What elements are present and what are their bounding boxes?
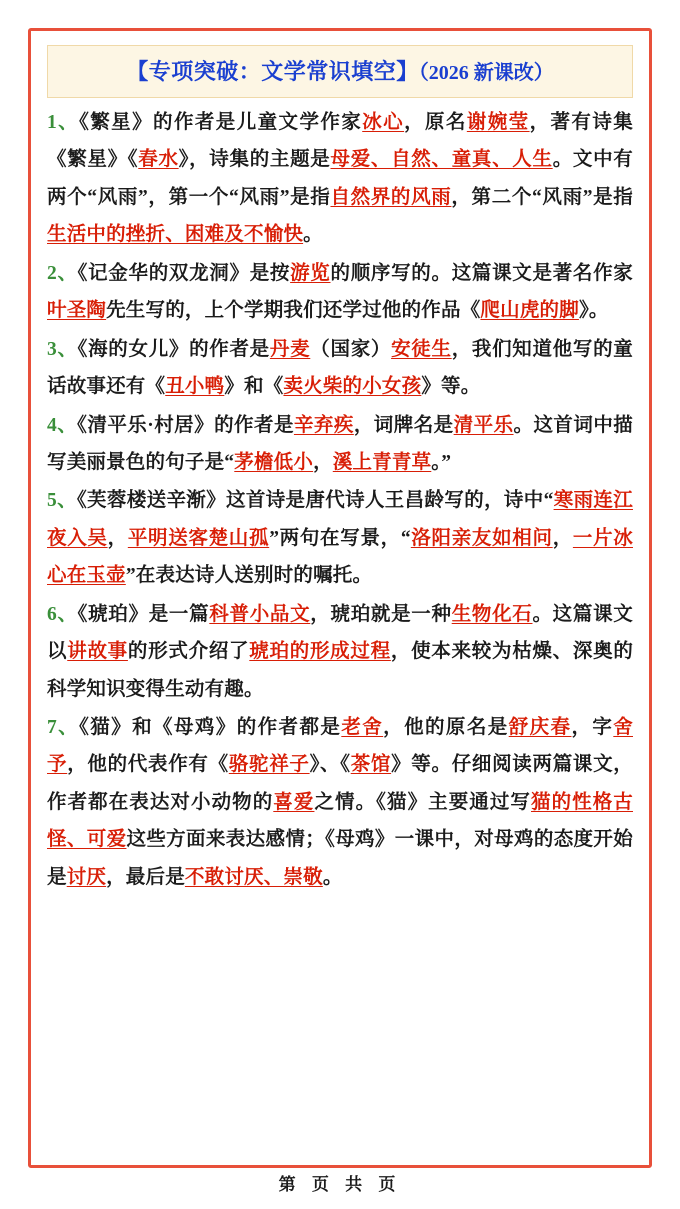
- question-text: ，第二个“风雨”是指: [451, 186, 633, 208]
- answer-text: 母爱、自然、童真、人生: [330, 149, 553, 171]
- question-number: 5、: [47, 490, 77, 512]
- question-list: [47, 104, 633, 896]
- question-text: 。: [322, 866, 343, 888]
- answer-text: 春水: [138, 149, 179, 171]
- page-subtitle: （2026 新课改）: [418, 62, 554, 84]
- question-text: 》。: [578, 300, 609, 322]
- question-text: ，: [552, 527, 573, 549]
- question-item: [47, 331, 633, 406]
- answer-text: 丑小鸭: [165, 376, 225, 398]
- question-text: 》等。: [421, 376, 481, 398]
- question-text: ，: [107, 527, 128, 549]
- question-item: [47, 407, 633, 482]
- question-text: ，我们知道他写的童话故事还有《: [47, 338, 633, 398]
- answer-text: 叶圣陶: [47, 300, 107, 322]
- answer-text: 骆驼祥子: [228, 754, 310, 776]
- question-text: 。这篇课文以: [47, 603, 633, 663]
- question-text: 》，诗集的主题是: [178, 149, 331, 171]
- question-item: [47, 709, 633, 896]
- question-text: 《海的女儿》的作者是: [77, 338, 270, 360]
- question-number: 4、: [47, 414, 78, 436]
- answer-text: 舍予: [47, 717, 633, 776]
- answer-text: 科普小品文: [209, 603, 311, 625]
- question-text: ，琥珀就是一种: [310, 603, 452, 625]
- question-text: 》、《: [309, 754, 351, 776]
- question-text: 》等。仔细阅读两篇课文，作者都在表达对小动物的: [47, 754, 633, 813]
- question-text: ，词牌名是: [353, 414, 454, 436]
- question-text: 《记金华的双龙洞》是按: [77, 262, 291, 284]
- answer-text: 冰心: [362, 112, 405, 133]
- answer-text: 舒庆春: [508, 717, 572, 738]
- answer-text: 丹麦: [269, 338, 311, 360]
- question-text: 这些方面来表达感情；《母鸡》一课中，对母鸡的态度开始是: [47, 829, 633, 888]
- answer-text: 溪上青青草: [332, 451, 432, 473]
- answer-text: 茶馆: [350, 754, 392, 776]
- question-text: ，使本来较为枯燥、深奥的科学知识变得生动有趣。: [47, 641, 634, 700]
- question-number: 3、: [47, 338, 78, 360]
- answer-text: 生物化石: [451, 603, 533, 625]
- question-text: 《清平乐·村居》的作者是: [77, 414, 294, 436]
- question-text: ，著有诗集《繁星》《: [47, 112, 633, 171]
- answer-text: 老舍: [341, 717, 384, 738]
- question-text: 《琥珀》是一篇: [77, 603, 210, 625]
- answer-text: 讨厌: [66, 866, 107, 888]
- question-text: 。: [303, 224, 323, 246]
- question-item: [47, 104, 633, 254]
- question-text: ，原名: [404, 112, 467, 133]
- question-text: 的顺序写的。这篇课文是著名作家: [330, 262, 634, 284]
- question-number: 2、: [47, 262, 78, 284]
- question-text: 。文中有两个“风雨”，第一个“风雨”是指: [47, 149, 633, 208]
- question-text: 之情。《猫》主要通过写: [314, 791, 531, 813]
- question-text: 《芙蓉楼送辛渐》这首诗是唐代诗人王昌龄写的，诗中“: [76, 490, 554, 512]
- answer-text: 游览: [290, 262, 331, 284]
- question-text: 》和《: [224, 376, 284, 398]
- content-frame: [28, 28, 652, 1168]
- question-number: 7、: [47, 717, 80, 738]
- page-footer: 第 页 共 页: [278, 1175, 402, 1194]
- answer-text: 猫的性格古怪、可爱: [47, 791, 633, 851]
- question-text: ，他的代表作有《: [67, 754, 229, 776]
- answer-text: 清平乐: [453, 414, 514, 436]
- answer-text: 自然界的风雨: [330, 186, 452, 208]
- question-text: ，: [313, 451, 333, 473]
- question-number: 6、: [47, 603, 78, 625]
- question-text: 《繁星》的作者是儿童文学作家: [79, 112, 363, 133]
- question-text: 的形式介绍了: [127, 641, 250, 663]
- answer-text: 不敢讨厌、崇敬: [184, 866, 323, 888]
- answer-text: 琥珀的形成过程: [249, 641, 391, 663]
- answer-text: 讲故事: [67, 641, 128, 663]
- question-item: [47, 596, 633, 708]
- answer-text: 寒雨连江夜入吴: [47, 490, 633, 549]
- question-text: ”在表达诗人送别时的嘱托。: [125, 565, 373, 587]
- answer-text: 谢婉莹: [466, 112, 530, 133]
- question-text: ”两句在写景，“: [269, 527, 411, 549]
- answer-text: 安徒生: [391, 338, 452, 360]
- question-item: [47, 482, 633, 594]
- question-item: [47, 255, 633, 330]
- answer-text: 生活中的挫折、困难及不愉快: [47, 224, 304, 246]
- answer-text: 辛弃疾: [293, 414, 354, 436]
- answer-text: 茅檐低小: [234, 451, 314, 473]
- question-text: ，最后是: [106, 866, 185, 888]
- answer-text: 爬山虎的脚: [480, 300, 579, 322]
- question-text: ，字: [571, 717, 614, 738]
- question-text: 。”: [431, 451, 452, 473]
- question-text: 先生写的，上个学期我们还学过他的作品《: [106, 300, 481, 322]
- answer-text: 洛阳亲友如相问: [410, 527, 553, 549]
- question-text: ，他的原名是: [383, 717, 509, 738]
- question-text: 《猫》和《母鸡》的作者都是: [79, 717, 342, 738]
- document-title-bar: [47, 45, 633, 98]
- question-text: （国家）: [310, 338, 392, 360]
- question-text: 。这首词中描写美丽景色的句子是“: [47, 414, 634, 473]
- question-number: 1、: [47, 112, 80, 133]
- page-title: 【专项突破：文学常识填空】: [126, 59, 419, 84]
- answer-text: 喜爱: [273, 791, 315, 813]
- answer-text: 一片冰心在玉壶: [47, 527, 633, 587]
- answer-text: 卖火柴的小女孩: [283, 376, 422, 398]
- answer-text: 平明送客楚山孤: [127, 527, 270, 549]
